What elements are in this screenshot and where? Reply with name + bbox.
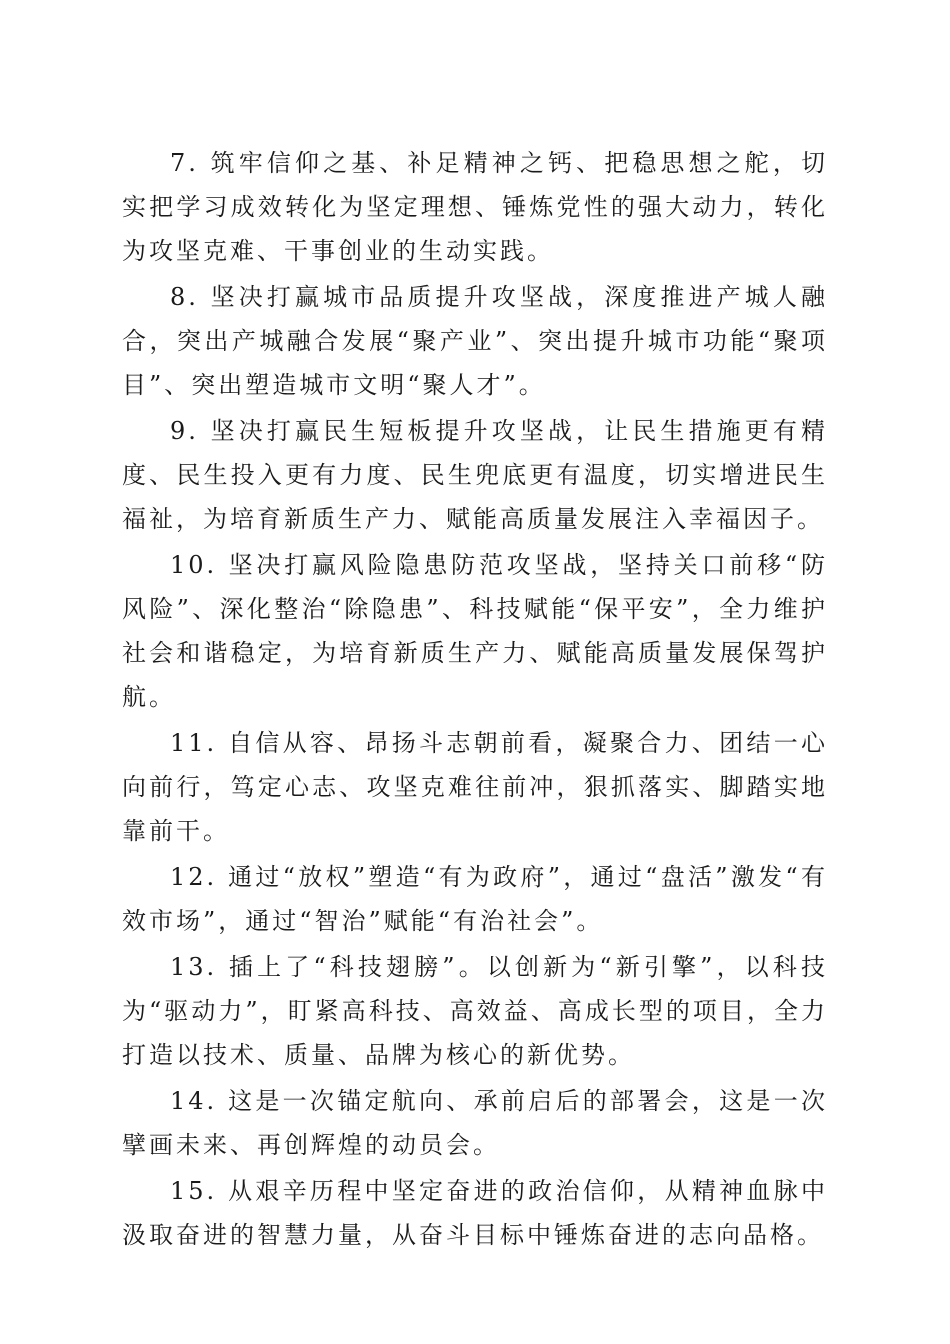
paragraph-10: 10. 坚决打赢风险隐患防范攻坚战，坚持关口前移“防风险”、深化整治“除隐患”、科技赋能“保平安”，全力维护社会和谐稳定，为培育新质生产力、赋能高质量发展保驾护航。 <box>122 551 828 711</box>
paragraph-12: 12. 通过“放权”塑造“有为政府”，通过“盘活”激发“有效市场”，通过“智治”赋能“有治社会”。 <box>122 863 828 935</box>
paragraph-11: 11. 自信从容、昂扬斗志朝前看，凝聚合力、团结一心向前行，笃定心志、攻坚克难往前冲，狠抓落实、脚踏实地靠前干。 <box>122 729 828 845</box>
paragraph-8: 8. 坚决打赢城市品质提升攻坚战，深度推进产城人融合，突出产城融合发展“聚产业”、突出提升城市功能“聚项目”、突出塑造城市文明“聚人才”。 <box>122 283 828 399</box>
paragraph-14: 14. 这是一次锚定航向、承前启后的部署会，这是一次擘画未来、再创辉煌的动员会。 <box>122 1087 828 1159</box>
paragraph-13: 13. 插上了“科技翅膀”。以创新为“新引擎”，以科技为“驱动力”，盯紧高科技、高效益、高成长型的项目，全力打造以技术、质量、品牌为核心的新优势。 <box>122 953 828 1069</box>
document-body <box>122 141 828 1257</box>
paragraph-9: 9. 坚决打赢民生短板提升攻坚战，让民生措施更有精度、民生投入更有力度、民生兜底更有温度，切实增进民生福祉，为培育新质生产力、赋能高质量发展注入幸福因子。 <box>122 417 828 533</box>
paragraph-15: 15. 从艰辛历程中坚定奋进的政治信仰，从精神血脉中汲取奋进的智慧力量，从奋斗目标中锤炼奋进的志向品格。 <box>122 1177 828 1249</box>
paragraph-7: 7. 筑牢信仰之基、补足精神之钙、把稳思想之舵，切实把学习成效转化为坚定理想、锤炼党性的强大动力，转化为攻坚克难、干事创业的生动实践。 <box>122 149 828 265</box>
